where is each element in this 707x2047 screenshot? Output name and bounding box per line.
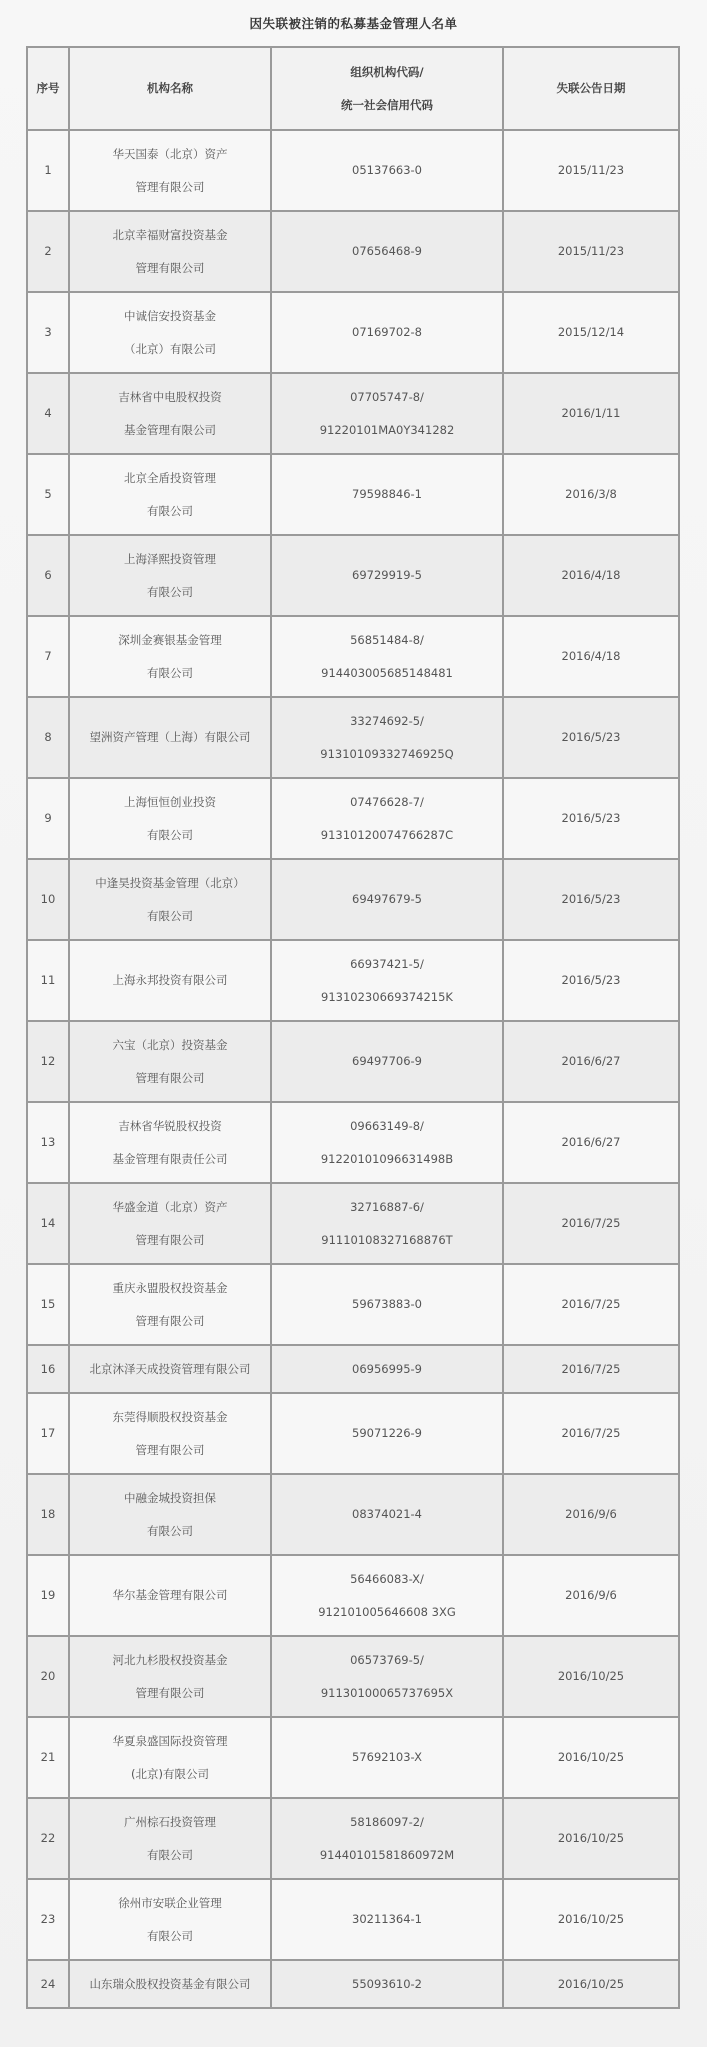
header-name: 机构名称 bbox=[70, 48, 270, 129]
org-name-line: 有限公司 bbox=[147, 1928, 193, 1943]
table-row bbox=[28, 1022, 678, 1101]
org-name-line: 华夏泉盛国际投资管理 bbox=[112, 1733, 228, 1748]
cell-org-code bbox=[272, 374, 502, 453]
org-name-line: 广州棕石投资管理 bbox=[124, 1814, 216, 1829]
org-name-line: 望洲资产管理（上海）有限公司 bbox=[89, 730, 251, 744]
org-code-line: 912101005646608 3XG bbox=[318, 1604, 456, 1619]
table-row bbox=[28, 617, 678, 696]
cell-date: 2016/4/18 bbox=[504, 617, 678, 696]
cell-date: 2016/6/27 bbox=[504, 1103, 678, 1182]
header-date: 失联公告日期 bbox=[504, 48, 678, 129]
org-code-line: 56466083-X/ bbox=[350, 1571, 424, 1586]
table-row bbox=[28, 1799, 678, 1878]
org-name-line: 有限公司 bbox=[147, 827, 193, 842]
cell-date: 2016/10/25 bbox=[504, 1961, 678, 2007]
cell-date: 2016/5/23 bbox=[504, 941, 678, 1020]
cell-org-code bbox=[272, 1184, 502, 1263]
org-code-line: 08374021-4 bbox=[352, 1507, 422, 1521]
org-name-line: 东莞得顺股权投资基金 bbox=[112, 1409, 228, 1424]
org-name-line: 有限公司 bbox=[147, 503, 193, 518]
cell-org-name bbox=[70, 1103, 270, 1182]
cell-org-code bbox=[272, 617, 502, 696]
cell-date: 2015/12/14 bbox=[504, 293, 678, 372]
org-code-line: 33274692-5/ bbox=[350, 713, 424, 728]
org-code-line: 05137663-0 bbox=[352, 163, 422, 177]
org-code-line: 91310120074766287C bbox=[320, 827, 454, 842]
org-name-line: 管理有限公司 bbox=[135, 1685, 205, 1700]
cell-org-code bbox=[272, 131, 502, 210]
org-name-line: 管理有限公司 bbox=[135, 1070, 205, 1085]
cell-org-name bbox=[70, 374, 270, 453]
org-code-line: 07656468-9 bbox=[352, 244, 422, 258]
table-row bbox=[28, 1718, 678, 1797]
cell-org-name bbox=[70, 779, 270, 858]
table-row bbox=[28, 1880, 678, 1959]
org-name-line: 有限公司 bbox=[147, 665, 193, 680]
org-name-line: 北京沐泽天成投资管理有限公司 bbox=[89, 1361, 251, 1376]
cell-seq: 1 bbox=[28, 131, 68, 210]
manager-list-table bbox=[26, 46, 680, 2009]
org-code-line: 66937421-5/ bbox=[350, 956, 424, 971]
cell-seq: 10 bbox=[28, 860, 68, 939]
cell-org-name bbox=[70, 212, 270, 291]
cell-date: 2016/7/25 bbox=[504, 1394, 678, 1473]
cell-seq: 18 bbox=[28, 1475, 68, 1554]
cell-seq: 12 bbox=[28, 1022, 68, 1101]
cell-org-name bbox=[70, 293, 270, 372]
cell-org-name bbox=[70, 131, 270, 210]
org-code-line: 09663149-8/ bbox=[350, 1118, 424, 1133]
table-row bbox=[28, 1961, 678, 2007]
cell-date: 2016/5/23 bbox=[504, 698, 678, 777]
table-row bbox=[28, 293, 678, 372]
org-code-line: 32716887-6/ bbox=[350, 1199, 424, 1214]
page-title: 因失联被注销的私募基金管理人名单 bbox=[249, 16, 458, 31]
table-row bbox=[28, 374, 678, 453]
org-code-line: 69497679-5 bbox=[352, 892, 422, 906]
cell-org-code bbox=[272, 1346, 502, 1392]
org-code-line: 79598846-1 bbox=[352, 487, 422, 501]
table-row bbox=[28, 1637, 678, 1716]
cell-org-code bbox=[272, 779, 502, 858]
header-code bbox=[272, 48, 502, 129]
cell-seq: 11 bbox=[28, 941, 68, 1020]
org-name-line: 北京幸福财富投资基金 bbox=[112, 227, 228, 242]
cell-org-code bbox=[272, 1961, 502, 2007]
org-code-line: 56851484-8/ bbox=[350, 632, 424, 647]
org-name-line: 吉林省中电股权投资 bbox=[118, 389, 222, 404]
org-name-line: 河北九杉股权投资基金 bbox=[112, 1652, 228, 1667]
org-code-line: 59071226-9 bbox=[352, 1426, 422, 1440]
org-name-line: 有限公司 bbox=[147, 1847, 193, 1862]
org-code-line: 91220101MA0Y341282 bbox=[319, 422, 455, 437]
cell-seq: 15 bbox=[28, 1265, 68, 1344]
table-header-row bbox=[28, 48, 678, 129]
table-row bbox=[28, 1394, 678, 1473]
org-code-line: 06573769-5/ bbox=[350, 1652, 424, 1667]
cell-seq: 5 bbox=[28, 455, 68, 534]
cell-org-code bbox=[272, 1637, 502, 1716]
cell-date: 2016/5/23 bbox=[504, 860, 678, 939]
table-row bbox=[28, 1556, 678, 1635]
cell-org-name bbox=[70, 1265, 270, 1344]
org-code-line: 91440101581860972M bbox=[319, 1847, 455, 1862]
table-row bbox=[28, 1184, 678, 1263]
org-code-line: 06956995-9 bbox=[352, 1361, 422, 1376]
org-name-line: 有限公司 bbox=[147, 584, 193, 599]
org-code-line: 91310109332746925Q bbox=[320, 746, 454, 761]
cell-org-name bbox=[70, 1718, 270, 1797]
table-row bbox=[28, 212, 678, 291]
org-code-line: 30211364-1 bbox=[352, 1912, 422, 1926]
cell-date: 2016/7/25 bbox=[504, 1346, 678, 1392]
table-row bbox=[28, 1265, 678, 1344]
cell-seq: 4 bbox=[28, 374, 68, 453]
cell-org-name bbox=[70, 1880, 270, 1959]
org-code-line: 91220101096631498B bbox=[320, 1151, 454, 1166]
cell-org-name bbox=[70, 1556, 270, 1635]
cell-org-name bbox=[70, 1475, 270, 1554]
cell-seq: 21 bbox=[28, 1718, 68, 1797]
cell-date: 2016/10/25 bbox=[504, 1718, 678, 1797]
cell-date: 2016/10/25 bbox=[504, 1799, 678, 1878]
org-code-line: 58186097-2/ bbox=[350, 1814, 424, 1829]
cell-org-name bbox=[70, 536, 270, 615]
org-name-line: 北京全盾投资管理 bbox=[124, 470, 216, 485]
org-name-line: 深圳金赛银基金管理 bbox=[118, 632, 222, 647]
table-row bbox=[28, 860, 678, 939]
org-name-line: 基金管理有限公司 bbox=[124, 422, 216, 437]
cell-org-code bbox=[272, 1880, 502, 1959]
cell-org-name bbox=[70, 941, 270, 1020]
cell-seq: 23 bbox=[28, 1880, 68, 1959]
cell-date: 2016/6/27 bbox=[504, 1022, 678, 1101]
cell-seq: 24 bbox=[28, 1961, 68, 2007]
org-name-line: 中融金城投资担保 bbox=[124, 1490, 216, 1505]
cell-date: 2016/3/8 bbox=[504, 455, 678, 534]
org-name-line: 上海恒恒创业投资 bbox=[124, 794, 216, 809]
table-row bbox=[28, 941, 678, 1020]
cell-seq: 14 bbox=[28, 1184, 68, 1263]
org-code-line: 91310230669374215K bbox=[321, 989, 453, 1004]
cell-org-code bbox=[272, 1556, 502, 1635]
cell-org-name bbox=[70, 1394, 270, 1473]
cell-org-name bbox=[70, 455, 270, 534]
org-name-line: 有限公司 bbox=[147, 908, 193, 923]
table-row bbox=[28, 455, 678, 534]
cell-org-code bbox=[272, 1475, 502, 1554]
cell-seq: 20 bbox=[28, 1637, 68, 1716]
cell-date: 2016/10/25 bbox=[504, 1880, 678, 1959]
table-row bbox=[28, 536, 678, 615]
cell-seq: 16 bbox=[28, 1346, 68, 1392]
org-code-line: 55093610-2 bbox=[352, 1976, 422, 1991]
org-name-line: 管理有限公司 bbox=[135, 260, 205, 275]
org-name-line: 重庆永盟股权投资基金 bbox=[112, 1280, 228, 1295]
cell-seq: 17 bbox=[28, 1394, 68, 1473]
cell-org-code bbox=[272, 1799, 502, 1878]
cell-org-code bbox=[272, 536, 502, 615]
cell-date: 2016/9/6 bbox=[504, 1475, 678, 1554]
cell-date: 2016/9/6 bbox=[504, 1556, 678, 1635]
org-code-line: 59673883-0 bbox=[352, 1297, 422, 1311]
org-code-line: 57692103-X bbox=[352, 1750, 422, 1764]
cell-date: 2016/5/23 bbox=[504, 779, 678, 858]
cell-org-name bbox=[70, 617, 270, 696]
org-name-line: 吉林省华锐股权投资 bbox=[118, 1118, 222, 1133]
cell-org-name bbox=[70, 1799, 270, 1878]
org-name-line: （北京）有限公司 bbox=[124, 341, 216, 356]
org-code-line: 07476628-7/ bbox=[350, 794, 424, 809]
org-name-line: 管理有限公司 bbox=[135, 1442, 205, 1457]
cell-org-code bbox=[272, 1265, 502, 1344]
cell-org-code bbox=[272, 293, 502, 372]
org-name-line: 徐州市安联企业管理 bbox=[118, 1895, 222, 1910]
org-name-line: 有限公司 bbox=[147, 1523, 193, 1538]
cell-org-name bbox=[70, 1961, 270, 2007]
org-name-line: (北京)有限公司 bbox=[131, 1766, 209, 1781]
cell-org-name bbox=[70, 1346, 270, 1392]
cell-seq: 9 bbox=[28, 779, 68, 858]
org-name-line: 管理有限公司 bbox=[135, 1232, 205, 1247]
org-name-line: 中逢昊投资基金管理（北京） bbox=[95, 875, 245, 890]
cell-org-code bbox=[272, 1718, 502, 1797]
org-name-line: 上海泽熙投资管理 bbox=[124, 551, 216, 566]
cell-org-code bbox=[272, 1103, 502, 1182]
cell-org-name bbox=[70, 1637, 270, 1716]
cell-org-code bbox=[272, 455, 502, 534]
cell-org-name bbox=[70, 860, 270, 939]
org-name-line: 六宝（北京）投资基金 bbox=[112, 1037, 228, 1052]
cell-date: 2016/7/25 bbox=[504, 1265, 678, 1344]
cell-org-code bbox=[272, 860, 502, 939]
header-seq: 序号 bbox=[28, 48, 68, 129]
org-code-line: 69497706-9 bbox=[352, 1054, 422, 1068]
cell-org-name bbox=[70, 1184, 270, 1263]
org-code-line: 91130100065737695X bbox=[320, 1685, 454, 1700]
cell-seq: 13 bbox=[28, 1103, 68, 1182]
cell-org-code bbox=[272, 941, 502, 1020]
org-code-line: 69729919-5 bbox=[352, 568, 422, 582]
org-name-line: 管理有限公司 bbox=[135, 1313, 205, 1328]
table-row bbox=[28, 779, 678, 858]
org-code-line: 914403005685148481 bbox=[321, 665, 453, 680]
table-row bbox=[28, 1346, 678, 1392]
cell-date: 2015/11/23 bbox=[504, 131, 678, 210]
org-name-line: 华尔基金管理有限公司 bbox=[112, 1588, 228, 1602]
table-row bbox=[28, 1475, 678, 1554]
cell-seq: 7 bbox=[28, 617, 68, 696]
cell-date: 2016/4/18 bbox=[504, 536, 678, 615]
cell-seq: 2 bbox=[28, 212, 68, 291]
org-name-line: 华天国泰（北京）资产 bbox=[112, 146, 228, 161]
cell-seq: 6 bbox=[28, 536, 68, 615]
org-code-line: 91110108327168876T bbox=[321, 1232, 453, 1247]
org-name-line: 山东瑞众股权投资基金有限公司 bbox=[89, 1976, 251, 1991]
cell-date: 2016/7/25 bbox=[504, 1184, 678, 1263]
table-row bbox=[28, 698, 678, 777]
table-row bbox=[28, 131, 678, 210]
org-code-line: 07169702-8 bbox=[352, 325, 422, 339]
cell-org-code bbox=[272, 1022, 502, 1101]
cell-seq: 19 bbox=[28, 1556, 68, 1635]
org-name-line: 基金管理有限责任公司 bbox=[112, 1151, 228, 1166]
cell-org-code bbox=[272, 698, 502, 777]
cell-org-code bbox=[272, 1394, 502, 1473]
org-name-line: 上海永邦投资有限公司 bbox=[112, 973, 228, 987]
cell-seq: 3 bbox=[28, 293, 68, 372]
org-name-line: 中诚信安投资基金 bbox=[124, 308, 216, 323]
org-name-line: 管理有限公司 bbox=[135, 179, 205, 194]
cell-org-name bbox=[70, 698, 270, 777]
cell-seq: 8 bbox=[28, 698, 68, 777]
org-code-line: 07705747-8/ bbox=[350, 389, 424, 404]
cell-date: 2016/1/11 bbox=[504, 374, 678, 453]
header-code-line2: 统一社会信用代码 bbox=[341, 97, 433, 112]
org-name-line: 华盛金道（北京）资产 bbox=[112, 1199, 228, 1214]
cell-seq: 22 bbox=[28, 1799, 68, 1878]
cell-org-name bbox=[70, 1022, 270, 1101]
table-row bbox=[28, 1103, 678, 1182]
header-code-line1: 组织机构代码/ bbox=[350, 64, 424, 79]
cell-date: 2016/10/25 bbox=[504, 1637, 678, 1716]
cell-date: 2015/11/23 bbox=[504, 212, 678, 291]
cell-org-code bbox=[272, 212, 502, 291]
